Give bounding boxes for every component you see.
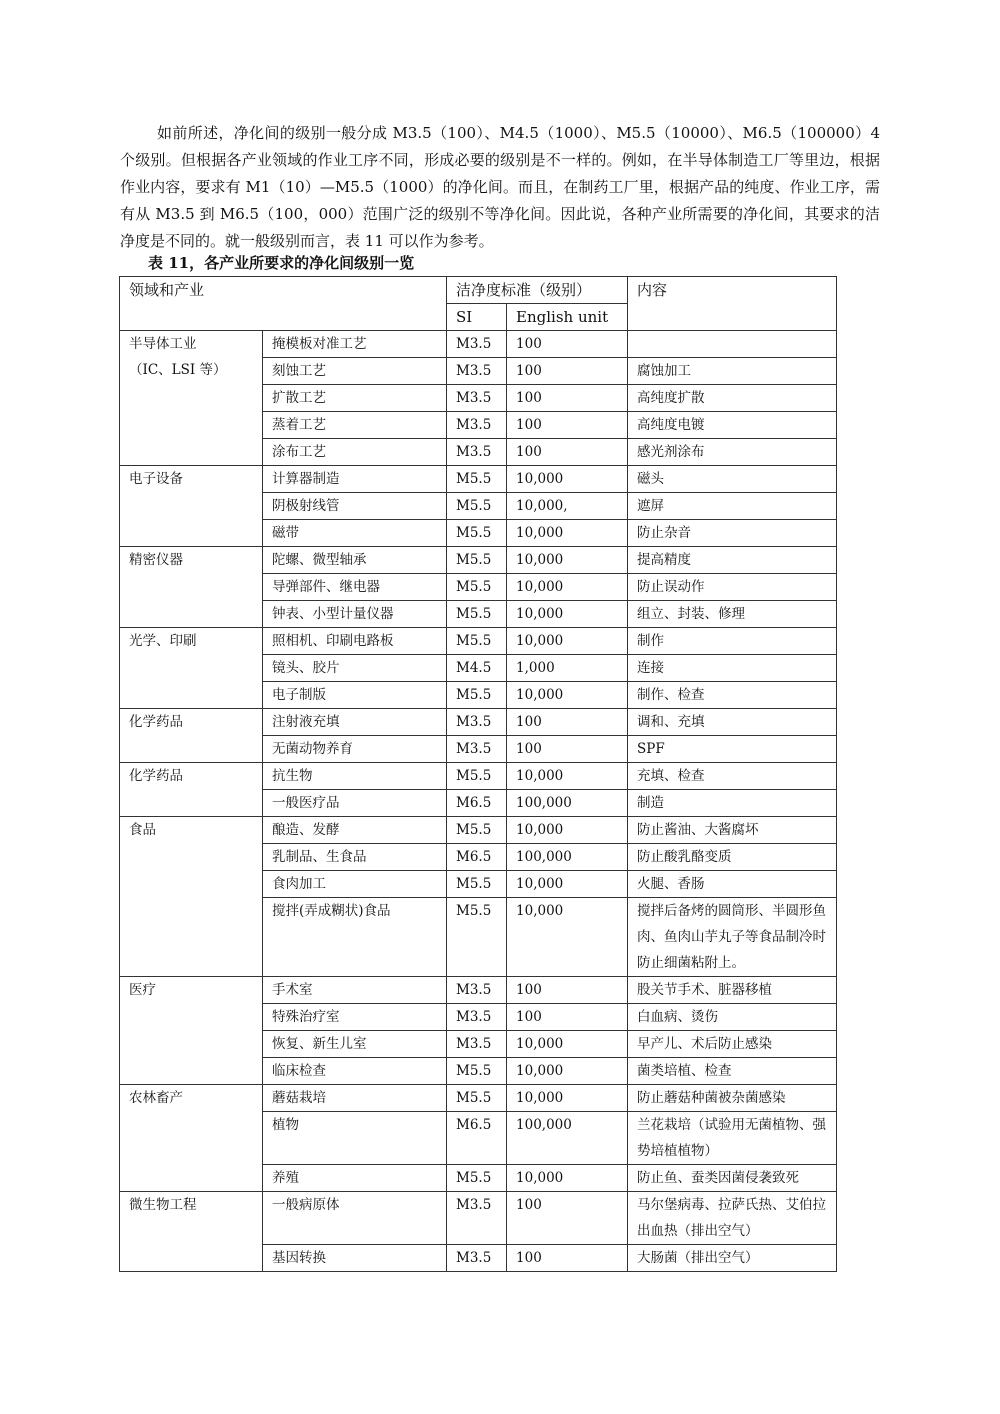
content-cell: 磁头 — [628, 466, 837, 493]
si-grade-cell: M5.5 — [447, 817, 507, 844]
content-cell: SPF — [628, 736, 837, 763]
intro-paragraph: 如前所述，净化间的级别一般分成 M3.5（100）、M4.5（1000）、M5.5（10000）、M6.5（100000）4 个级别。但根据各产业领域的作业工序不同，形成必要的级别是不一样的。例如，在半导体制造工厂等里边，根据作业内容，要求有 M1（10）—M5.5（1000）的净化间。而且，在制药工厂里，根据产品的纯度、作业工序，需有从 M3.5 到 M6.5（100，000）范围广泛的级别不等净化间。因此说，各种产业所需要的净化间，其要求的洁净度是不同的。就一般级别而言，表 11 可以作为参考。 — [120, 124, 880, 250]
industry-cell: 半导体工业 （IC、LSI 等） — [120, 331, 263, 466]
si-grade-cell: M5.5 — [447, 574, 507, 601]
content-cell: 调和、充填 — [628, 709, 837, 736]
english-unit-cell: 100 — [507, 439, 628, 466]
process-cell: 蒸着工艺 — [263, 412, 447, 439]
industry-cell: 农林畜产 — [120, 1085, 263, 1192]
si-grade-cell: M5.5 — [447, 493, 507, 520]
si-grade-cell: M5.5 — [447, 520, 507, 547]
industry-cell: 食品 — [120, 817, 263, 977]
english-unit-cell: 10,000 — [507, 1085, 628, 1112]
process-cell: 计算器制造 — [263, 466, 447, 493]
table-row — [120, 331, 837, 358]
content-cell: 制作、检查 — [628, 682, 837, 709]
si-grade-cell: M5.5 — [447, 1165, 507, 1192]
header-english-unit: English unit — [507, 304, 628, 331]
english-unit-cell: 10,000, — [507, 493, 628, 520]
english-unit-cell: 10,000 — [507, 817, 628, 844]
process-cell: 刻蚀工艺 — [263, 358, 447, 385]
industry-cell: 化学药品 — [120, 709, 263, 763]
content-cell: 充填、检查 — [628, 763, 837, 790]
industry-cell: 电子设备 — [120, 466, 263, 547]
table-row — [120, 763, 837, 790]
si-grade-cell: M5.5 — [447, 1058, 507, 1085]
si-grade-cell: M5.5 — [447, 682, 507, 709]
english-unit-cell: 10,000 — [507, 871, 628, 898]
process-cell: 注射液充填 — [263, 709, 447, 736]
header-cleanliness: 洁净度标准（级别） — [447, 277, 628, 304]
content-cell: 大肠菌（排出空气） — [628, 1245, 837, 1272]
english-unit-cell: 10,000 — [507, 682, 628, 709]
table-row — [120, 1085, 837, 1112]
process-cell: 无菌动物养育 — [263, 736, 447, 763]
cleanroom-grade-table — [119, 276, 837, 1272]
english-unit-cell: 100,000 — [507, 1112, 628, 1165]
table-row — [120, 628, 837, 655]
si-grade-cell: M5.5 — [447, 1085, 507, 1112]
si-grade-cell: M3.5 — [447, 1245, 507, 1272]
english-unit-cell: 100 — [507, 1245, 628, 1272]
content-cell: 搅拌后备烤的圆筒形、半圆形鱼肉、鱼肉山芋丸子等食品制冷时防止细菌粘附上。 — [628, 898, 837, 977]
english-unit-cell: 100 — [507, 412, 628, 439]
industry-cell: 微生物工程 — [120, 1192, 263, 1272]
process-cell: 恢复、新生儿室 — [263, 1031, 447, 1058]
process-cell: 一般医疗品 — [263, 790, 447, 817]
process-cell: 钟表、小型计量仪器 — [263, 601, 447, 628]
content-cell: 制造 — [628, 790, 837, 817]
industry-cell: 医疗 — [120, 977, 263, 1085]
si-grade-cell: M6.5 — [447, 790, 507, 817]
english-unit-cell: 10,000 — [507, 601, 628, 628]
content-cell: 火腿、香肠 — [628, 871, 837, 898]
si-grade-cell: M5.5 — [447, 763, 507, 790]
content-cell: 菌类培植、检查 — [628, 1058, 837, 1085]
si-grade-cell: M5.5 — [447, 871, 507, 898]
content-cell: 制作 — [628, 628, 837, 655]
content-cell: 高纯度扩散 — [628, 385, 837, 412]
english-unit-cell: 100 — [507, 331, 628, 358]
process-cell: 乳制品、生食品 — [263, 844, 447, 871]
process-cell: 搅拌(弄成糊状)食品 — [263, 898, 447, 977]
content-cell: 防止酱油、大酱腐坏 — [628, 817, 837, 844]
english-unit-cell: 10,000 — [507, 1058, 628, 1085]
si-grade-cell: M5.5 — [447, 466, 507, 493]
si-grade-cell: M3.5 — [447, 709, 507, 736]
process-cell: 基因转换 — [263, 1245, 447, 1272]
process-cell: 蘑菇栽培 — [263, 1085, 447, 1112]
process-cell: 手术室 — [263, 977, 447, 1004]
si-grade-cell: M6.5 — [447, 844, 507, 871]
header-field: 领域和产业 — [120, 277, 447, 331]
english-unit-cell: 100 — [507, 736, 628, 763]
industry-cell: 光学、印刷 — [120, 628, 263, 709]
content-cell: 防止酸乳酪变质 — [628, 844, 837, 871]
content-cell: 高纯度电镀 — [628, 412, 837, 439]
english-unit-cell: 10,000 — [507, 1031, 628, 1058]
content-cell: 组立、封装、修理 — [628, 601, 837, 628]
si-grade-cell: M3.5 — [447, 1031, 507, 1058]
process-cell: 临床检查 — [263, 1058, 447, 1085]
english-unit-cell: 10,000 — [507, 628, 628, 655]
table-row — [120, 817, 837, 844]
content-cell: 防止蘑菇种菌被杂菌感染 — [628, 1085, 837, 1112]
si-grade-cell: M4.5 — [447, 655, 507, 682]
content-cell: 提高精度 — [628, 547, 837, 574]
table-caption: 表 11，各产业所要求的净化间级别一览 — [148, 254, 415, 272]
si-grade-cell: M5.5 — [447, 547, 507, 574]
english-unit-cell: 10,000 — [507, 520, 628, 547]
content-cell: 连接 — [628, 655, 837, 682]
process-cell: 扩散工艺 — [263, 385, 447, 412]
content-cell: 遮屏 — [628, 493, 837, 520]
content-cell — [628, 331, 837, 358]
english-unit-cell: 10,000 — [507, 763, 628, 790]
table-header-row — [120, 277, 837, 304]
english-unit-cell: 100,000 — [507, 790, 628, 817]
si-grade-cell: M5.5 — [447, 628, 507, 655]
english-unit-cell: 100 — [507, 1004, 628, 1031]
table-row — [120, 466, 837, 493]
process-cell: 电子制版 — [263, 682, 447, 709]
si-grade-cell: M3.5 — [447, 385, 507, 412]
process-cell: 养殖 — [263, 1165, 447, 1192]
si-grade-cell: M3.5 — [447, 439, 507, 466]
process-cell: 食肉加工 — [263, 871, 447, 898]
content-cell: 早产儿、术后防止感染 — [628, 1031, 837, 1058]
table-row — [120, 547, 837, 574]
process-cell: 酿造、发酵 — [263, 817, 447, 844]
process-cell: 涂布工艺 — [263, 439, 447, 466]
header-content: 内容 — [628, 277, 837, 331]
si-grade-cell: M3.5 — [447, 736, 507, 763]
english-unit-cell: 10,000 — [507, 466, 628, 493]
industry-cell: 精密仪器 — [120, 547, 263, 628]
english-unit-cell: 100 — [507, 977, 628, 1004]
si-grade-cell: M5.5 — [447, 601, 507, 628]
process-cell: 导弹部件、继电器 — [263, 574, 447, 601]
content-cell: 股关节手术、脏器移植 — [628, 977, 837, 1004]
english-unit-cell: 10,000 — [507, 574, 628, 601]
english-unit-cell: 10,000 — [507, 1165, 628, 1192]
content-cell: 防止误动作 — [628, 574, 837, 601]
si-grade-cell: M3.5 — [447, 1004, 507, 1031]
table-row — [120, 977, 837, 1004]
english-unit-cell: 100 — [507, 709, 628, 736]
si-grade-cell: M5.5 — [447, 898, 507, 977]
si-grade-cell: M3.5 — [447, 977, 507, 1004]
header-si: SI — [447, 304, 507, 331]
process-cell: 特殊治疗室 — [263, 1004, 447, 1031]
content-cell: 白血病、烫伤 — [628, 1004, 837, 1031]
content-cell: 兰花栽培（试验用无菌植物、强势培植植物） — [628, 1112, 837, 1165]
content-cell: 感光剂涂布 — [628, 439, 837, 466]
si-grade-cell: M3.5 — [447, 412, 507, 439]
process-cell: 磁带 — [263, 520, 447, 547]
table-row — [120, 709, 837, 736]
english-unit-cell: 1,000 — [507, 655, 628, 682]
process-cell: 植物 — [263, 1112, 447, 1165]
si-grade-cell: M3.5 — [447, 358, 507, 385]
english-unit-cell: 100 — [507, 358, 628, 385]
english-unit-cell: 100,000 — [507, 844, 628, 871]
content-cell: 腐蚀加工 — [628, 358, 837, 385]
process-cell: 掩模板对准工艺 — [263, 331, 447, 358]
content-cell: 防止杂音 — [628, 520, 837, 547]
process-cell: 陀螺、微型轴承 — [263, 547, 447, 574]
process-cell: 抗生物 — [263, 763, 447, 790]
process-cell: 照相机、印刷电路板 — [263, 628, 447, 655]
english-unit-cell: 100 — [507, 1192, 628, 1245]
si-grade-cell: M3.5 — [447, 1192, 507, 1245]
si-grade-cell: M6.5 — [447, 1112, 507, 1165]
english-unit-cell: 100 — [507, 385, 628, 412]
process-cell: 阴极射线管 — [263, 493, 447, 520]
process-cell: 镜头、胶片 — [263, 655, 447, 682]
table-row — [120, 1192, 837, 1245]
si-grade-cell: M3.5 — [447, 331, 507, 358]
process-cell: 一般病原体 — [263, 1192, 447, 1245]
content-cell: 防止鱼、蚕类因菌侵袭致死 — [628, 1165, 837, 1192]
english-unit-cell: 10,000 — [507, 547, 628, 574]
english-unit-cell: 10,000 — [507, 898, 628, 977]
industry-cell: 化学药品 — [120, 763, 263, 817]
content-cell: 马尔堡病毒、拉萨氏热、艾伯拉出血热（排出空气） — [628, 1192, 837, 1245]
table-body — [120, 331, 837, 1272]
